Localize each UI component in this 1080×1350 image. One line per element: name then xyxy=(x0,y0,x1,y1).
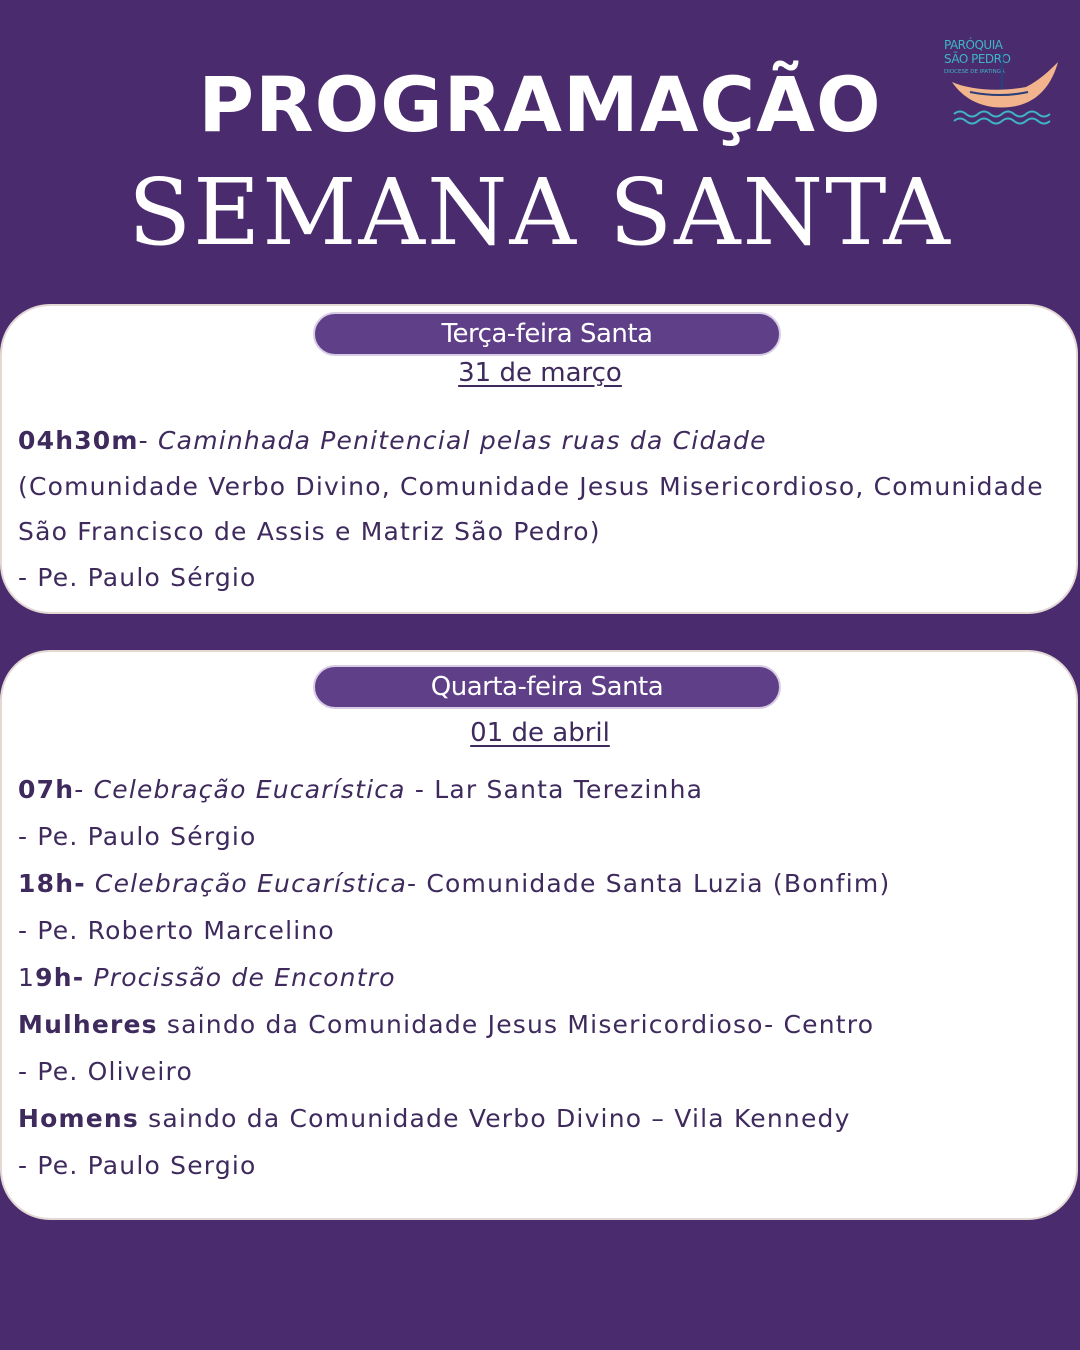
schedule-line: Mulheres saindo da Comunidade Jesus Misericordioso- Centro xyxy=(18,1010,875,1039)
waves-icon xyxy=(954,112,1050,117)
parish-logo xyxy=(940,32,1060,127)
schedule-list xyxy=(18,766,1068,1189)
schedule-line: - Pe. Oliveiro xyxy=(18,1057,193,1086)
day-date: 31 de março xyxy=(458,358,622,388)
logo-line-3: DIOCESE DE IPATINGA xyxy=(944,69,1005,75)
schedule-line: - Pe. Paulo Sérgio xyxy=(18,822,257,851)
logo-line-1: PARÓQUIA xyxy=(944,38,1003,52)
schedule-line: 18h- Celebração Eucarística- Comunidade Santa Luzia (Bonfim) xyxy=(18,869,891,898)
day-card-wednesday xyxy=(0,650,1078,1220)
logo-line-2: SÃO PEDRO xyxy=(944,52,1011,66)
day-date: 01 de abril xyxy=(470,718,610,748)
day-label-pill: Quarta-feira Santa xyxy=(313,665,781,709)
schedule-line: - Pe. Roberto Marcelino xyxy=(18,916,335,945)
schedule-line: - Pe. Paulo Sergio xyxy=(18,1151,257,1180)
schedule-line: - Pe. Paulo Sérgio xyxy=(18,562,257,592)
schedule-line: 07h- Celebração Eucarística - Lar Santa Terezinha xyxy=(18,775,704,804)
schedule-line: Homens saindo da Comunidade Verbo Divino – Vila Kennedy xyxy=(18,1104,851,1133)
page-subtitle: SEMANA SANTA xyxy=(128,159,952,266)
day-card-tuesday xyxy=(0,304,1078,614)
waves-icon-2 xyxy=(954,119,1050,124)
schedule-line: (Comunidade Verbo Divino, Comunidade Jesus Misericordioso, Comunidade xyxy=(18,471,1044,501)
page-title: PROGRAMAÇÃO xyxy=(198,60,882,149)
schedule-line: 04h30m- Caminhada Penitencial pelas ruas da Cidade xyxy=(18,426,767,455)
day-label-pill: Terça-feira Santa xyxy=(313,312,781,356)
schedule-line: São Francisco de Assis e Matriz São Pedro) xyxy=(18,517,601,546)
schedule-list xyxy=(18,418,1068,600)
schedule-line: 19h- Procissão de Encontro xyxy=(18,963,396,992)
